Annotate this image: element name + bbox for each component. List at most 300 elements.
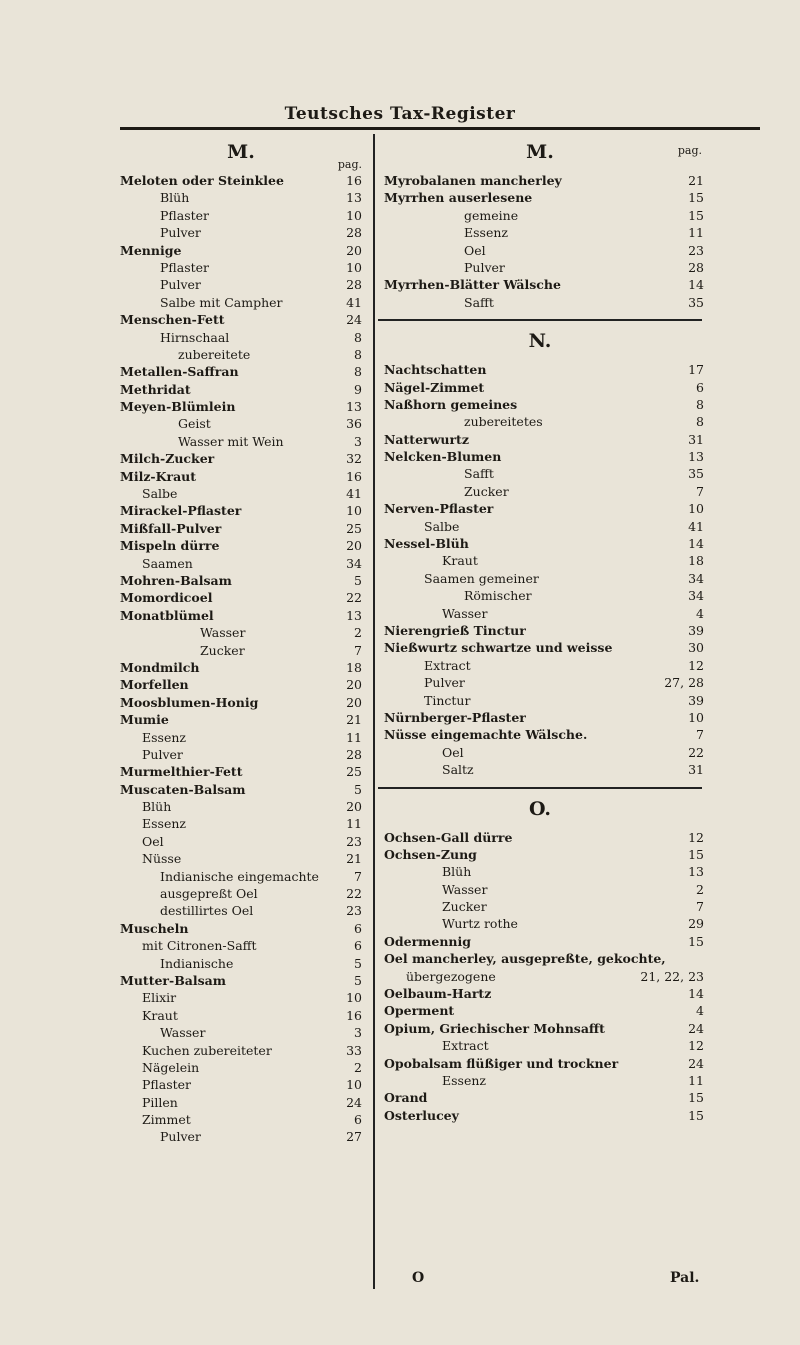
register-entry xyxy=(120,207,362,224)
register-entry xyxy=(120,920,362,937)
register-entry xyxy=(120,242,362,259)
section-letter: M. xyxy=(526,141,554,163)
entry-term: Pulver xyxy=(160,1129,201,1145)
entry-page: 9 xyxy=(354,381,362,397)
entry-term: Nürnberger-Pflaster xyxy=(384,709,526,725)
entry-term: Zimmet xyxy=(142,1112,191,1128)
entry-page: 34 xyxy=(688,570,704,586)
entry-term: Nierengrieß Tinctur xyxy=(384,622,526,638)
entry-term: Salbe xyxy=(424,518,460,534)
entry-page: 15 xyxy=(688,933,704,949)
entry-page: 20 xyxy=(346,538,362,554)
register-entry xyxy=(120,1128,362,1145)
entry-page: 15 xyxy=(688,190,704,206)
register-entry xyxy=(384,1089,704,1106)
entry-term: Geist xyxy=(178,416,211,432)
register-entry xyxy=(120,172,362,189)
register-entry xyxy=(120,989,362,1006)
entry-term: Momordicoel xyxy=(120,590,213,606)
register-entry xyxy=(384,761,704,778)
register-entry xyxy=(384,535,704,552)
entry-page: 5 xyxy=(354,781,362,797)
register-entry xyxy=(384,224,704,241)
entry-page: 13 xyxy=(688,449,704,465)
entry-list xyxy=(384,829,704,1125)
entry-page: 34 xyxy=(346,555,362,571)
entry-page: 32 xyxy=(346,451,362,467)
register-entry xyxy=(384,605,704,622)
entry-page: 13 xyxy=(346,399,362,415)
entry-term: Metallen-Saffran xyxy=(120,364,239,380)
register-entry xyxy=(120,433,362,450)
entry-page: 41 xyxy=(346,486,362,502)
register-entry xyxy=(384,259,704,276)
entry-term: Monatblümel xyxy=(120,607,214,623)
entry-term: Oel xyxy=(442,744,464,760)
entry-page: 24 xyxy=(688,1055,704,1071)
entry-page: 39 xyxy=(688,692,704,708)
entry-term: Myrobalanen mancherley xyxy=(384,173,562,188)
register-entry xyxy=(120,729,362,746)
entry-page: 24 xyxy=(346,312,362,328)
register-entry xyxy=(384,950,696,967)
entry-term: Nägel-Zimmet xyxy=(384,379,485,395)
register-entry xyxy=(120,1042,362,1059)
entry-term: Pulver xyxy=(160,225,201,241)
register-entry xyxy=(120,676,362,693)
entry-term: zubereitetes xyxy=(464,414,543,430)
register-entry xyxy=(120,1007,362,1024)
entry-page: 23 xyxy=(688,242,704,258)
entry-term: Pulver xyxy=(142,746,183,762)
entry-page: 13 xyxy=(688,864,704,880)
entry-page: 22 xyxy=(346,886,362,902)
entry-page: 21 xyxy=(688,173,704,188)
register-entry xyxy=(384,396,704,413)
entry-page: 14 xyxy=(688,986,704,1002)
entry-page: 8 xyxy=(354,364,362,380)
entry-page: 12 xyxy=(688,1038,704,1054)
entry-term: Mohren-Balsam xyxy=(120,572,232,588)
left-column xyxy=(120,140,362,1146)
entry-term: übergezogene xyxy=(406,968,496,984)
entry-page: 7 xyxy=(354,642,362,658)
entry-term: Nüsse xyxy=(142,851,182,867)
entry-term: Wasser xyxy=(200,625,246,641)
entry-term: Opium, Griechischer Mohnsafft xyxy=(384,1020,605,1036)
entry-term: Morfellen xyxy=(120,677,189,693)
entry-term: gemeine xyxy=(464,207,519,223)
register-entry xyxy=(120,555,362,572)
register-entry xyxy=(120,659,362,676)
entry-term: Blüh xyxy=(160,190,190,206)
right-column xyxy=(384,140,704,1124)
register-entry xyxy=(384,933,704,950)
entry-page: 14 xyxy=(688,277,704,293)
entry-term: Safft xyxy=(464,466,494,482)
entry-term: Muscaten-Balsam xyxy=(120,781,246,797)
register-entry xyxy=(384,915,704,932)
entry-term: Hirnschaal xyxy=(160,329,230,345)
entry-term: Kraut xyxy=(142,1007,178,1023)
register-entry xyxy=(120,885,362,902)
entry-page: 28 xyxy=(346,225,362,241)
entry-term: Essenz xyxy=(442,1072,486,1088)
section-letter: O. xyxy=(528,797,552,820)
entry-term: Methridat xyxy=(120,381,191,397)
register-entry xyxy=(120,746,362,763)
entry-term: Wurtz rothe xyxy=(442,916,518,932)
entry-page: 11 xyxy=(346,816,362,832)
entry-page: 18 xyxy=(688,553,704,569)
section-rule xyxy=(378,787,702,789)
register-entry xyxy=(120,833,362,850)
entry-term: Mennige xyxy=(120,242,182,258)
entry-term: Osterlucey xyxy=(384,1107,459,1123)
entry-term: Oel xyxy=(142,833,164,849)
register-entry xyxy=(384,898,704,915)
entry-page: 18 xyxy=(346,659,362,675)
entry-term: Nüsse eingemachte Wälsche. xyxy=(384,727,588,743)
register-entry xyxy=(120,1024,362,1041)
register-entry xyxy=(384,744,704,761)
register-entry xyxy=(384,846,704,863)
entry-term: Ochsen-Gall dürre xyxy=(384,829,513,845)
entry-page: 8 xyxy=(696,396,704,412)
entry-term: Pulver xyxy=(424,675,465,691)
entry-term: Zucker xyxy=(200,642,245,658)
register-entry xyxy=(384,1055,704,1072)
entry-page: 28 xyxy=(346,746,362,762)
entry-term: Wasser xyxy=(442,881,488,897)
register-entry xyxy=(120,763,362,780)
register-entry xyxy=(384,1002,704,1019)
register-entry xyxy=(384,863,704,880)
entry-page: 33 xyxy=(346,1042,362,1058)
entry-page: 6 xyxy=(354,938,362,954)
register-entry xyxy=(384,1020,704,1037)
entry-page: 15 xyxy=(688,1107,704,1123)
entry-page: 20 xyxy=(346,799,362,815)
entry-page: 2 xyxy=(696,881,704,897)
entry-page: 24 xyxy=(688,1020,704,1036)
register-entry xyxy=(384,692,704,709)
entry-page: 21 xyxy=(346,851,362,867)
register-entry xyxy=(120,189,362,206)
entry-page: 41 xyxy=(688,518,704,534)
register-entry xyxy=(384,242,704,259)
register-entry xyxy=(384,361,704,378)
register-entry xyxy=(120,502,362,519)
pag-label: pag. xyxy=(337,158,362,171)
section-rule xyxy=(378,319,702,321)
entry-term: Oel mancherley, ausgepreßte, gekochte, xyxy=(384,951,666,967)
entry-page: 30 xyxy=(688,640,704,656)
entry-term: Pulver xyxy=(464,259,505,275)
register-entry xyxy=(384,483,704,500)
register-entry xyxy=(384,881,704,898)
entry-term: Myrrhen auserlesene xyxy=(384,190,533,206)
register-entry xyxy=(384,189,704,206)
entry-page: 28 xyxy=(346,277,362,293)
register-entry xyxy=(384,294,704,311)
entry-term: Oelbaum-Hartz xyxy=(384,986,492,1002)
register-entry xyxy=(120,259,362,276)
entry-term: Mumie xyxy=(120,712,169,728)
entry-term: Odermennig xyxy=(384,933,472,949)
entry-page: 31 xyxy=(688,431,704,447)
entry-page: 23 xyxy=(346,903,362,919)
entry-page: 10 xyxy=(346,990,362,1006)
entry-page: 10 xyxy=(346,1077,362,1093)
entry-term: Menschen-Fett xyxy=(120,312,225,328)
entry-page: 29 xyxy=(688,916,704,932)
entry-page: 23 xyxy=(346,833,362,849)
entry-page: 36 xyxy=(346,416,362,432)
entry-term: Zucker xyxy=(464,483,509,499)
entry-term: Essenz xyxy=(142,816,186,832)
register-entry xyxy=(384,448,704,465)
register-entry xyxy=(120,1076,362,1093)
entry-term: Meloten oder Steinklee xyxy=(120,173,284,188)
register-entry xyxy=(120,642,362,659)
entry-page: 27, 28 xyxy=(664,675,704,691)
entry-page: 7 xyxy=(696,727,704,743)
catchword-right: Pal. xyxy=(670,1270,700,1286)
entry-page: 12 xyxy=(688,829,704,845)
entry-term: Myrrhen-Blätter Wälsche xyxy=(384,277,561,293)
entry-term: Salbe xyxy=(142,486,178,502)
register-entry xyxy=(120,346,362,363)
entry-page: 2 xyxy=(354,1059,362,1075)
register-entry xyxy=(120,1059,362,1076)
entry-term: Pulver xyxy=(160,277,201,293)
entry-term: Opobalsam flüßiger und trockner xyxy=(384,1055,619,1071)
register-entry xyxy=(384,657,704,674)
entry-term: Operment xyxy=(384,1003,455,1019)
head-rule xyxy=(120,127,760,130)
section-letter: M. xyxy=(227,141,255,163)
register-entry xyxy=(384,1107,704,1124)
entry-page: 8 xyxy=(696,414,704,430)
entry-term: Pflaster xyxy=(160,259,210,275)
entry-page: 13 xyxy=(346,607,362,623)
entry-term: Kraut xyxy=(442,553,478,569)
register-entry xyxy=(384,1037,704,1054)
entry-term: zubereitete xyxy=(178,346,251,362)
register-entry xyxy=(384,1072,704,1089)
register-entry xyxy=(384,207,704,224)
entry-term: Pflaster xyxy=(160,207,210,223)
register-entry xyxy=(120,624,362,641)
entry-term: Extract xyxy=(442,1038,489,1054)
entry-term: Milch-Zucker xyxy=(120,451,215,467)
entry-page: 10 xyxy=(688,709,704,725)
register-entry xyxy=(120,398,362,415)
entry-page: 5 xyxy=(354,972,362,988)
register-entry xyxy=(120,937,362,954)
entry-page: 8 xyxy=(354,329,362,345)
register-entry xyxy=(120,468,362,485)
entry-term: Essenz xyxy=(464,225,508,241)
entry-term: Essenz xyxy=(142,729,186,745)
entry-page: 15 xyxy=(688,846,704,862)
entry-term: Mißfall-Pulver xyxy=(120,520,222,536)
entry-term: Nelcken-Blumen xyxy=(384,449,502,465)
register-entry xyxy=(384,726,704,743)
entry-page: 6 xyxy=(354,920,362,936)
entry-term: ausgepreßt Oel xyxy=(160,886,258,902)
entry-term: Orand xyxy=(384,1090,428,1106)
entry-term: Kuchen zubereiteter xyxy=(142,1042,272,1058)
entry-page: 35 xyxy=(688,466,704,482)
entry-term: Natterwurtz xyxy=(384,431,469,447)
entry-list xyxy=(384,361,704,778)
entry-page: 3 xyxy=(354,1025,362,1041)
register-entry xyxy=(120,224,362,241)
entry-term: Elixir xyxy=(142,990,177,1006)
entry-term: Tinctur xyxy=(424,692,471,708)
entry-page: 11 xyxy=(346,729,362,745)
register-entry xyxy=(384,172,704,189)
entry-page: 10 xyxy=(346,207,362,223)
entry-term: Indianische eingemachte xyxy=(160,868,319,884)
entry-page: 4 xyxy=(696,1003,704,1019)
entry-page: 20 xyxy=(346,694,362,710)
section-list xyxy=(384,140,704,1124)
register-entry xyxy=(120,363,362,380)
catchword: O xyxy=(412,1270,425,1286)
entry-term: Blüh xyxy=(442,864,472,880)
entry-page: 16 xyxy=(346,1007,362,1023)
entry-page: 7 xyxy=(696,483,704,499)
register-entry xyxy=(120,589,362,606)
pag-label: pag. xyxy=(677,144,702,157)
entry-list xyxy=(384,172,704,311)
entry-page: 2 xyxy=(354,625,362,641)
entry-term: mit Citronen-Safft xyxy=(142,938,257,954)
register-entry xyxy=(120,450,362,467)
entry-page: 21 xyxy=(346,712,362,728)
entry-page: 22 xyxy=(346,590,362,606)
register-entry xyxy=(384,639,704,656)
entry-page: 31 xyxy=(688,762,704,778)
entry-page: 5 xyxy=(354,955,362,971)
entry-term: Muscheln xyxy=(120,920,189,936)
register-entry xyxy=(384,570,704,587)
entry-term: Wasser xyxy=(442,605,488,621)
entry-page: 5 xyxy=(354,572,362,588)
entry-page: 7 xyxy=(354,868,362,884)
register-entry xyxy=(120,972,362,989)
register-entry xyxy=(384,622,704,639)
entry-term: Nießwurtz schwartze und weisse xyxy=(384,640,613,656)
register-entry xyxy=(120,1111,362,1128)
entry-page: 39 xyxy=(688,622,704,638)
entry-term: Zucker xyxy=(442,899,487,915)
register-entry xyxy=(384,674,704,691)
entry-term: Wasser mit Wein xyxy=(178,433,284,449)
register-entry xyxy=(120,868,362,885)
entry-page: 17 xyxy=(688,362,704,378)
entry-page: 15 xyxy=(688,207,704,223)
entry-term: Nerven-Pflaster xyxy=(384,501,494,517)
entry-term: Nessel-Blüh xyxy=(384,536,469,552)
entry-term: Wasser xyxy=(160,1025,206,1041)
entry-page: 34 xyxy=(688,588,704,604)
entry-page: 35 xyxy=(688,294,704,310)
register-entry xyxy=(120,607,362,624)
register-entry xyxy=(384,465,704,482)
register-entry xyxy=(120,329,362,346)
entry-term: Blüh xyxy=(142,799,172,815)
entry-term: Saamen gemeiner xyxy=(424,570,539,586)
register-entry xyxy=(384,276,704,293)
entry-list xyxy=(120,172,362,1146)
register-entry xyxy=(384,500,704,517)
entry-page: 16 xyxy=(346,173,362,188)
entry-page: 24 xyxy=(346,1094,362,1110)
register-entry xyxy=(120,520,362,537)
register-entry xyxy=(120,1094,362,1111)
register-entry xyxy=(120,955,362,972)
entry-term: Moosblumen-Honig xyxy=(120,694,259,710)
entry-term: Oel xyxy=(464,242,486,258)
register-entry xyxy=(120,572,362,589)
register-entry xyxy=(120,294,362,311)
register-entry xyxy=(120,711,362,728)
entry-page: 3 xyxy=(354,433,362,449)
register-entry xyxy=(384,968,704,985)
entry-page: 8 xyxy=(354,346,362,362)
entry-page: 25 xyxy=(346,520,362,536)
entry-page: 10 xyxy=(688,501,704,517)
register-entry xyxy=(384,413,704,430)
register-entry xyxy=(384,587,704,604)
entry-term: Salbe mit Campher xyxy=(160,294,283,310)
entry-page: 41 xyxy=(346,294,362,310)
entry-term: Mutter-Balsam xyxy=(120,972,226,988)
entry-term: Nachtschatten xyxy=(384,362,487,378)
entry-page: 12 xyxy=(688,657,704,673)
column-divider xyxy=(373,134,375,1289)
entry-term: Mispeln dürre xyxy=(120,538,220,554)
entry-term: Safft xyxy=(464,294,494,310)
register-entry xyxy=(120,850,362,867)
entry-term: Extract xyxy=(424,657,471,673)
entry-page: 15 xyxy=(688,1090,704,1106)
section-letter: N. xyxy=(528,330,552,353)
entry-page: 7 xyxy=(696,899,704,915)
register-entry xyxy=(120,381,362,398)
entry-term: Mirackel-Pflaster xyxy=(120,503,242,519)
register-entry xyxy=(120,276,362,293)
register-entry xyxy=(120,485,362,502)
register-entry xyxy=(384,552,704,569)
entry-page: 20 xyxy=(346,242,362,258)
register-entry xyxy=(384,518,704,535)
register-entry xyxy=(384,379,704,396)
register-entry xyxy=(384,431,704,448)
register-entry xyxy=(120,781,362,798)
entry-page: 10 xyxy=(346,503,362,519)
entry-page: 11 xyxy=(688,225,704,241)
running-head: Teutsches Tax-Register xyxy=(284,104,516,124)
entry-term: Mondmilch xyxy=(120,659,200,675)
entry-term: Pflaster xyxy=(142,1077,192,1093)
entry-term: destillirtes Oel xyxy=(160,903,254,919)
entry-term: Pillen xyxy=(142,1094,178,1110)
